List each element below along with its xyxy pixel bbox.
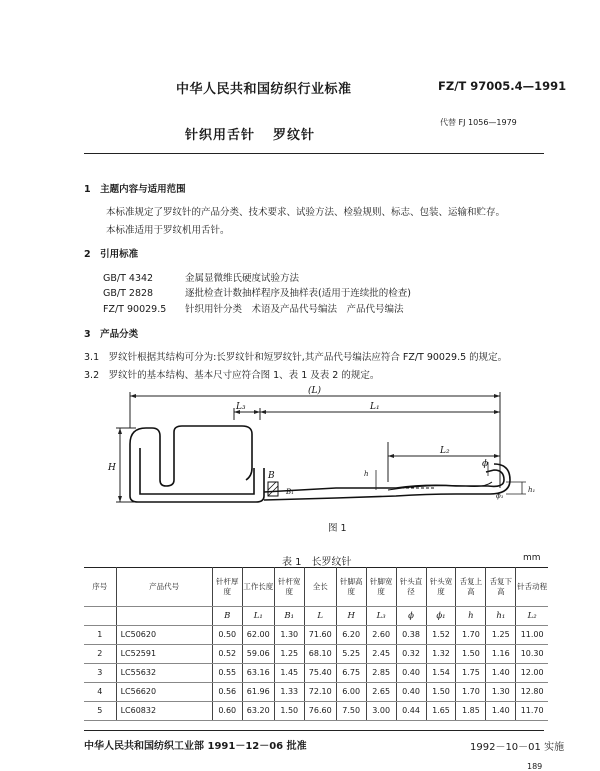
cell: LC60832 (116, 702, 212, 721)
cell: 76.60 (304, 702, 336, 721)
label-h1: h₁ (528, 486, 536, 494)
symbol-cell: L (304, 607, 336, 626)
cell: 5 (84, 702, 116, 721)
symbol-cell: ϕ₁ (426, 607, 456, 626)
approval-note: 中华人民共和国纺织工业部 1991－12－06 批准 (84, 741, 307, 752)
cell: LC55632 (116, 664, 212, 683)
cell: 59.06 (242, 645, 274, 664)
col-header: 针脚宽度 (366, 568, 396, 607)
cell: 10.30 (516, 645, 548, 664)
cell: 3.00 (366, 702, 396, 721)
reference-title: 针织用针分类 术语及产品代号编法 产品代号编法 (185, 304, 404, 315)
cell: 0.52 (212, 645, 242, 664)
cell: 4 (84, 683, 116, 702)
table-row (84, 702, 548, 721)
col-header: 针脚高度 (336, 568, 366, 607)
section-1-heading: 1 主题内容与适用范围 (84, 184, 186, 195)
col-header: 工作长度 (242, 568, 274, 607)
cell: 68.10 (304, 645, 336, 664)
cell: 1.85 (456, 702, 486, 721)
cell: 75.40 (304, 664, 336, 683)
col-header: 序号 (84, 568, 116, 607)
cell: LC52591 (116, 645, 212, 664)
cell: 0.44 (396, 702, 426, 721)
cell: 11.00 (516, 626, 548, 645)
symbol-row (84, 607, 548, 626)
header-rule (84, 153, 544, 154)
cell: 1.70 (456, 626, 486, 645)
reference-code: GB/T 4342 (103, 273, 154, 284)
cell: 1.30 (486, 683, 516, 702)
dimensions-table (84, 567, 548, 721)
cell: 2.60 (366, 626, 396, 645)
col-header: 针头宽度 (426, 568, 456, 607)
table-row (84, 626, 548, 645)
col-header: 针舌动程 (516, 568, 548, 607)
symbol-cell: L₁ (242, 607, 274, 626)
cell: 1.25 (486, 626, 516, 645)
cell: 1.40 (486, 702, 516, 721)
reference-1 (103, 270, 299, 284)
table-row (84, 683, 548, 702)
cell: 1.54 (426, 664, 456, 683)
label-B1: B₁ (286, 488, 294, 496)
symbol-cell: B₁ (274, 607, 304, 626)
cell: 1.50 (426, 683, 456, 702)
symbol-cell: B (212, 607, 242, 626)
reference-code: FZ/T 90029.5 (103, 304, 167, 315)
cell: 2 (84, 645, 116, 664)
symbol-cell (84, 607, 116, 626)
reference-code: GB/T 2828 (103, 288, 154, 299)
table-row (84, 645, 548, 664)
cell: 6.20 (336, 626, 366, 645)
doc-title-sub: 罗纹针 (273, 128, 316, 143)
label-L3: L₃ (236, 402, 246, 412)
cell: 2.65 (366, 683, 396, 702)
cell: 1.50 (274, 702, 304, 721)
doc-title (185, 124, 315, 143)
col-header: 针杆宽度 (274, 568, 304, 607)
table-unit: mm (523, 553, 541, 563)
label-L2: L₂ (440, 446, 450, 456)
cell: 1.33 (274, 683, 304, 702)
cell: 12.00 (516, 664, 548, 683)
section-3-item-2: 3.2 罗纹针的基本结构、基本尺寸应符合图 1、表 1 及表 2 的规定。 (84, 370, 380, 381)
table-caption: 表 1 长罗纹针 (282, 557, 352, 568)
cell: 63.16 (242, 664, 274, 683)
cell: 1.65 (426, 702, 456, 721)
cell: 0.56 (212, 683, 242, 702)
cell: 0.40 (396, 683, 426, 702)
symbol-cell: L₂ (516, 607, 548, 626)
replaces-note: 代替 FJ 1056—1979 (440, 118, 517, 127)
symbol-cell (116, 607, 212, 626)
cell: 0.32 (396, 645, 426, 664)
cell: 0.38 (396, 626, 426, 645)
footer-rule (84, 730, 544, 731)
section-1-para-1: 本标准规定了罗纹针的产品分类、技术要求、试验方法、检验规则、标志、包装、运输和贮存。 (106, 207, 506, 218)
cell: 12.80 (516, 683, 548, 702)
section-3-item-1: 3.1 罗纹针根据其结构可分为:长罗纹针和短罗纹针,其产品代号编法应符合 FZ/T 90029.5 的规定。 (84, 352, 508, 363)
reference-title: 逐批检查计数抽样程序及抽样表(适用于连续批的检查) (185, 288, 411, 299)
col-header: 产品代号 (116, 568, 212, 607)
cell: 2.85 (366, 664, 396, 683)
cell: 0.40 (396, 664, 426, 683)
cell: 1.25 (274, 645, 304, 664)
cell: 1 (84, 626, 116, 645)
label-h: h (364, 470, 369, 478)
needle-latch (388, 482, 492, 490)
cell: 71.60 (304, 626, 336, 645)
cell: 61.96 (242, 683, 274, 702)
symbol-cell: h₁ (486, 607, 516, 626)
cell: 2.45 (366, 645, 396, 664)
cell: 6.75 (336, 664, 366, 683)
symbol-cell: H (336, 607, 366, 626)
section-1-para-2: 本标准适用于罗纹机用舌针。 (106, 225, 230, 236)
cell: 5.25 (336, 645, 366, 664)
col-header: 舌复下高 (486, 568, 516, 607)
cell: 72.10 (304, 683, 336, 702)
cell: 1.32 (426, 645, 456, 664)
reference-title: 金属显微维氏硬度试验方法 (185, 273, 300, 284)
col-header: 舌复上高 (456, 568, 486, 607)
cell: 1.70 (456, 683, 486, 702)
effective-date: 1992－10－01 实施 (470, 742, 565, 753)
cell: LC56620 (116, 683, 212, 702)
cell: 3 (84, 664, 116, 683)
cell: 1.40 (486, 664, 516, 683)
cell: LC50620 (116, 626, 212, 645)
cell: 0.50 (212, 626, 242, 645)
label-L: (L) (308, 386, 321, 396)
cell: 0.55 (212, 664, 242, 683)
symbol-cell: h (456, 607, 486, 626)
cell: 63.20 (242, 702, 274, 721)
col-header: 针头直径 (396, 568, 426, 607)
label-H: H (108, 463, 116, 473)
cell: 1.45 (274, 664, 304, 683)
label-L1: L₁ (370, 402, 380, 412)
label-B: B (268, 471, 275, 481)
cell: 62.00 (242, 626, 274, 645)
figure-caption: 图 1 (328, 523, 347, 534)
page-number: 189 (527, 762, 543, 771)
col-header: 针杆厚度 (212, 568, 242, 607)
symbol-cell: ϕ (396, 607, 426, 626)
doc-title-main: 针织用舌针 (185, 128, 256, 143)
cell: 7.50 (336, 702, 366, 721)
col-header: 全长 (304, 568, 336, 607)
cell: 6.00 (336, 683, 366, 702)
cell: 1.50 (456, 645, 486, 664)
section-2-heading: 2 引用标准 (84, 249, 139, 260)
needle-butt (268, 482, 278, 496)
standard-number: FZ/T 97005.4—1991 (438, 79, 567, 93)
cell: 11.70 (516, 702, 548, 721)
reference-3 (103, 301, 404, 315)
cell: 0.60 (212, 702, 242, 721)
cell: 1.75 (456, 664, 486, 683)
org-title: 中华人民共和国纺织行业标准 (176, 82, 352, 97)
cell: 1.30 (274, 626, 304, 645)
cell: 1.16 (486, 645, 516, 664)
label-phi: ϕ (482, 459, 489, 469)
symbol-cell: L₃ (366, 607, 396, 626)
table-row (84, 664, 548, 683)
label-phi1: ϕ₁ (496, 492, 504, 500)
reference-2 (103, 285, 411, 299)
needle-outline (130, 426, 510, 502)
cell: 1.52 (426, 626, 456, 645)
section-3-heading: 3 产品分类 (84, 329, 139, 340)
needle-diagram (96, 384, 540, 514)
